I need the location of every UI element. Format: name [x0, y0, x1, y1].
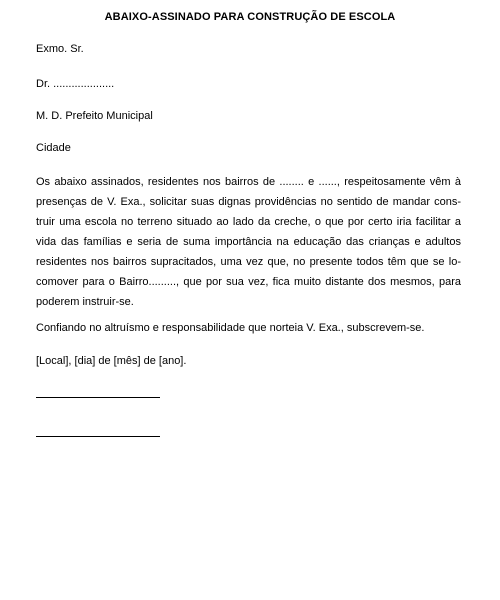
- document-title: ABAIXO-ASSINADO PARA CONSTRUÇÃO DE ESCOLA: [104, 11, 396, 23]
- body-line: vida das famílias e seria de suma importância na educação das crianças e adultos: [36, 236, 461, 248]
- signature-line: [36, 397, 160, 398]
- city: Cidade: [36, 142, 71, 154]
- body-line: comover para o Bairro........., que por sua vez, fica muito distante dos mesmos, para: [36, 276, 461, 288]
- body-paragraph: [36, 172, 461, 312]
- place-date: [Local], [dia] de [mês] de [ano].: [36, 355, 187, 367]
- body-line: Os abaixo assinados, residentes nos bairros de ........ e ......, respeitosamente vêm à: [36, 176, 461, 188]
- signature-line: [36, 436, 160, 437]
- salutation: Exmo. Sr.: [36, 43, 84, 55]
- body-line: truir uma escola no terreno situado ao lado da creche, o que por certo iria facilitar a: [36, 216, 461, 228]
- body-line: residentes nos bairros supracitados, uma vez que, no presente todos têm que se lo-: [36, 256, 461, 268]
- body-line: presenças de V. Exa., solicitar suas dignas providências no sentido de mandar cons-: [36, 196, 461, 208]
- closing-text: Confiando no altruísmo e responsabilidade que norteia V. Exa., subscrevem-se.: [36, 322, 425, 334]
- recipient-name: Dr. ....................: [36, 78, 115, 90]
- recipient-role: M. D. Prefeito Municipal: [36, 110, 153, 122]
- body-line: poderem instruir-se.: [36, 296, 134, 308]
